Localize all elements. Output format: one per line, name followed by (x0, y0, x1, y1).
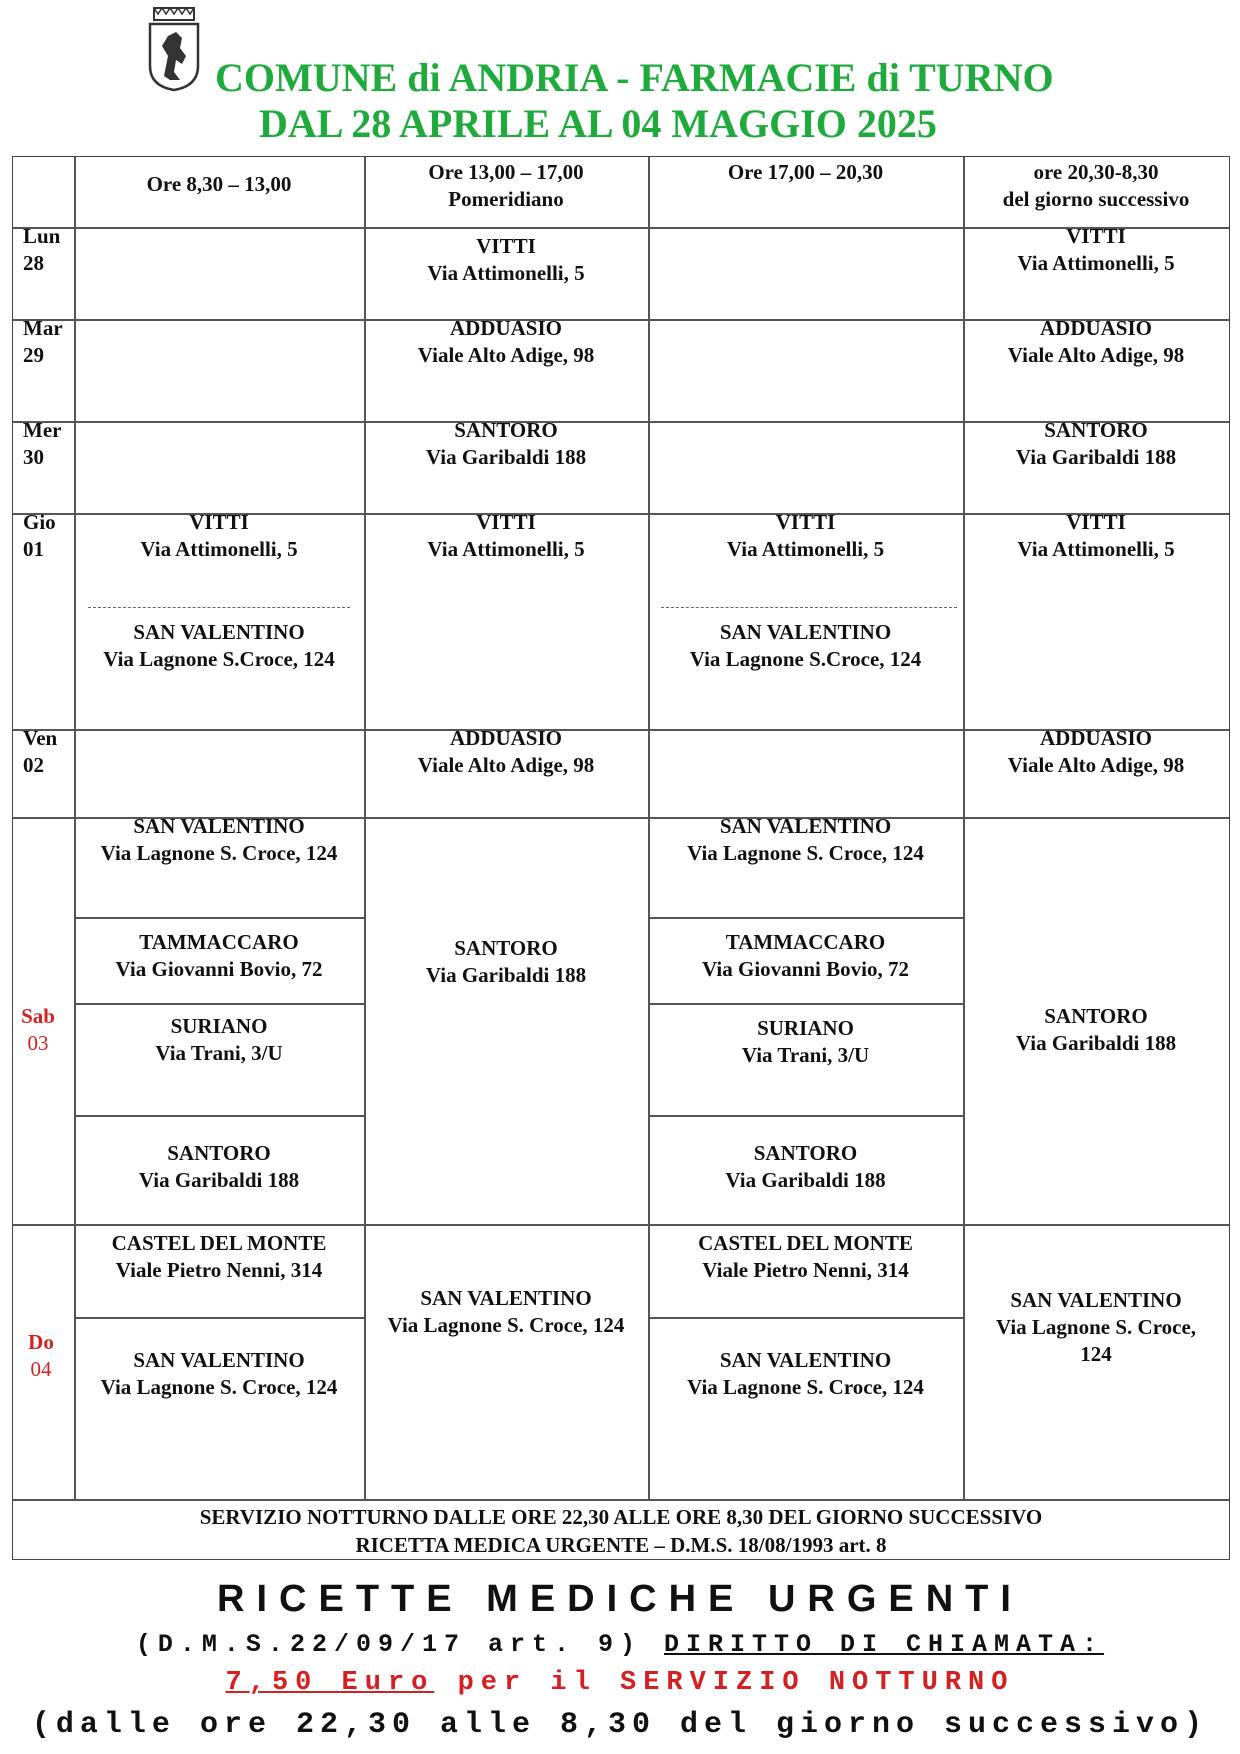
day-name: Sab (21, 1004, 55, 1028)
pharmacy-address: Via Attimonelli, 5 (1017, 251, 1175, 275)
slot-sab-afternoon (364, 935, 648, 989)
column-header-afternoon-label: Pomeridiano (448, 187, 564, 211)
pharmacy-name: ADDUASIO (449, 726, 562, 750)
slot-sab-morning-3 (74, 1013, 364, 1067)
notice-price-value: 7,50 Euro (225, 1668, 435, 1698)
pharmacy-address: Via Attimonelli, 5 (427, 537, 585, 561)
pharmacy-address: Viale Alto Adige, 98 (417, 753, 595, 777)
day-name: Lun (23, 224, 61, 248)
slot-dom-evening-2 (648, 1347, 963, 1401)
slot-sab-morning-1 (74, 813, 364, 867)
slot-lun-night (963, 223, 1229, 277)
column-header-evening-label: Ore 17,00 – 20,30 (727, 160, 884, 184)
notice-hours: (dalle ore 22,30 alle 8,30 del giorno successivo) (31, 1708, 1209, 1742)
pharmacy-address: Viale Alto Adige, 98 (417, 343, 595, 367)
pharmacy-address: Via Lagnone S.Croce, 124 (689, 647, 922, 671)
day-name: Do (28, 1330, 54, 1354)
pharmacy-name: ADDUASIO (1039, 316, 1152, 340)
pharmacy-name: SAN VALENTINO (719, 814, 892, 838)
notice-price (0, 1668, 1240, 1698)
pharmacy-name: VITTI (189, 510, 249, 534)
day-label-lun (23, 223, 60, 277)
day-label-gio (23, 509, 56, 563)
day-number: 02 (23, 753, 44, 777)
pharmacy-address: Viale Pietro Nenni, 314 (702, 1258, 909, 1282)
slot-ven-night (963, 725, 1229, 779)
pharmacy-address: Via Garibaldi 188 (425, 445, 587, 469)
pharmacy-name: SAN VALENTINO (133, 620, 305, 644)
day-name: Gio (23, 510, 56, 534)
pharmacy-address: Via Lagnone S.Croce, 124 (103, 647, 335, 671)
footer-line-2: RICETTA MEDICA URGENTE – D.M.S. 18/08/1993 art. 8 (355, 1533, 887, 1557)
slot-gio-morning (74, 509, 364, 563)
column-header-morning (74, 171, 364, 198)
pharmacy-address: Via Giovanni Bovio, 72 (702, 957, 909, 981)
slot-ven-afternoon (364, 725, 648, 779)
slot-sab-evening-4 (648, 1140, 963, 1194)
pharmacy-name: TAMMACCARO (725, 930, 886, 954)
separator-line (88, 607, 350, 608)
pharmacy-address: Via Trani, 3/U (741, 1043, 870, 1067)
pharmacy-name: SURIANO (170, 1014, 268, 1038)
day-number: 03 (27, 1031, 49, 1055)
slot-sab-night (963, 1003, 1229, 1057)
pharmacy-address: Via Garibaldi 188 (425, 963, 587, 987)
slot-dom-night (963, 1287, 1229, 1368)
pharmacy-name: CASTEL DEL MONTE (111, 1231, 327, 1255)
slot-dom-afternoon (364, 1285, 648, 1339)
column-header-night (963, 159, 1229, 213)
slot-mer-night (963, 417, 1229, 471)
day-label-ven (23, 725, 57, 779)
slot-gio-morning-2 (74, 619, 364, 673)
day-name: Mer (23, 418, 62, 442)
pharmacy-name: SANTORO (454, 418, 558, 442)
slot-dom-morning-2 (74, 1347, 364, 1401)
slot-gio-evening (648, 509, 963, 563)
separator-line (661, 607, 957, 608)
column-header-afternoon-hours: Ore 13,00 – 17,00 (428, 160, 584, 184)
slot-lun-afternoon (364, 233, 648, 287)
slot-mar-night (963, 315, 1229, 369)
pharmacy-name: SANTORO (454, 936, 558, 960)
pharmacy-address: Via Giovanni Bovio, 72 (115, 957, 323, 981)
slot-dom-morning-1 (74, 1230, 364, 1284)
pharmacy-name: CASTEL DEL MONTE (698, 1231, 913, 1255)
pharmacy-address: Via Lagnone S. Croce, 124 (100, 841, 338, 865)
pharmacy-name: ADDUASIO (449, 316, 562, 340)
pharmacy-address: Via Attimonelli, 5 (726, 537, 885, 561)
pharmacy-name: SAN VALENTINO (133, 1348, 305, 1372)
slot-sab-evening-1 (648, 813, 963, 867)
notice-heading: RICETTE MEDICHE URGENTI (217, 1578, 1023, 1620)
schedule-table (12, 156, 1230, 1560)
column-header-morning-label: Ore 8,30 – 13,00 (146, 172, 292, 196)
slot-gio-evening-2 (648, 619, 963, 673)
pharmacy-address: Via Garibaldi 188 (138, 1168, 300, 1192)
city-crest-icon (146, 6, 202, 92)
day-label-dom (13, 1329, 69, 1383)
pharmacy-name: SANTORO (1044, 1004, 1148, 1028)
column-header-night-hours: ore 20,30-8,30 (1033, 160, 1159, 184)
pharmacy-name: TAMMACCARO (139, 930, 299, 954)
pharmacy-name: SAN VALENTINO (133, 814, 305, 838)
pharmacy-name: SANTORO (167, 1141, 271, 1165)
slot-mer-afternoon (364, 417, 648, 471)
pharmacy-name: SAN VALENTINO (420, 1286, 592, 1310)
day-number: 28 (23, 251, 44, 275)
pharmacy-name: VITTI (476, 510, 536, 534)
page-title (215, 55, 1115, 147)
pharmacy-name: VITTI (476, 234, 536, 258)
pharmacy-address: Via Lagnone S. Croce, (995, 1315, 1197, 1339)
pharmacy-name: VITTI (775, 510, 836, 534)
pharmacy-address: Viale Alto Adige, 98 (1007, 343, 1185, 367)
pharmacy-address: Via Attimonelli, 5 (140, 537, 298, 561)
pharmacy-address-number: 124 (1080, 1342, 1112, 1366)
day-number: 04 (30, 1357, 52, 1381)
day-name: Ven (23, 726, 58, 750)
column-header-night-label: del giorno successivo (1002, 187, 1190, 211)
slot-sab-evening-3 (648, 1015, 963, 1069)
pharmacy-name: VITTI (1066, 224, 1126, 248)
pharmacy-address: Via Trani, 3/U (155, 1041, 283, 1065)
footer-line-1: SERVIZIO NOTTURNO DALLE ORE 22,30 ALLE ORE 8,30 DEL GIORNO SUCCESSIVO (199, 1505, 1043, 1529)
day-number: 01 (23, 537, 44, 561)
notice-reference (0, 1630, 1240, 1659)
slot-sab-evening-2 (648, 929, 963, 983)
pharmacy-name: SURIANO (757, 1016, 854, 1040)
slot-gio-night (963, 509, 1229, 563)
day-label-sab (13, 1003, 63, 1057)
title-line-2: DAL 28 APRILE AL 04 MAGGIO 2025 (259, 101, 937, 146)
pharmacy-address: Via Garibaldi 188 (725, 1168, 886, 1192)
day-number: 30 (23, 445, 44, 469)
column-header-afternoon (364, 159, 648, 213)
pharmacy-address: Via Lagnone S. Croce, 124 (687, 1375, 924, 1399)
day-label-mer (23, 417, 61, 471)
title-line-1: COMUNE di ANDRIA - FARMACIE di TURNO (215, 55, 1054, 100)
slot-mar-afternoon (364, 315, 648, 369)
pharmacy-address: Via Lagnone S. Croce, 124 (100, 1375, 338, 1399)
pharmacy-address: Viale Pietro Nenni, 314 (115, 1258, 323, 1282)
pharmacy-address: Via Garibaldi 188 (1015, 445, 1177, 469)
day-number: 29 (23, 343, 44, 367)
pharmacy-name: VITTI (1066, 510, 1126, 534)
pharmacy-name: SANTORO (1044, 418, 1148, 442)
pharmacy-address: Via Lagnone S. Croce, 124 (687, 841, 924, 865)
day-name: Mar (23, 316, 63, 340)
pharmacy-name: SANTORO (753, 1141, 858, 1165)
day-label-mar (23, 315, 63, 369)
notice-ref: (D.M.S.22/09/17 art. 9) (135, 1630, 642, 1659)
pharmacy-address: Via Garibaldi 188 (1015, 1031, 1177, 1055)
pharmacy-address: Via Attimonelli, 5 (427, 261, 585, 285)
pharmacy-name: SAN VALENTINO (1010, 1288, 1182, 1312)
slot-sab-morning-2 (74, 929, 364, 983)
column-header-evening (648, 159, 963, 186)
pharmacy-name: SAN VALENTINO (719, 1348, 892, 1372)
pharmacy-name: SAN VALENTINO (719, 620, 892, 644)
notice-service: per il SERVIZIO NOTTURNO (434, 1668, 1015, 1698)
slot-sab-morning-4 (74, 1140, 364, 1194)
slot-gio-afternoon (364, 509, 648, 563)
pharmacy-address: Via Attimonelli, 5 (1017, 537, 1175, 561)
table-footer (13, 1503, 1229, 1559)
pharmacy-address: Via Lagnone S. Croce, 124 (387, 1313, 625, 1337)
pharmacy-address: Viale Alto Adige, 98 (1007, 753, 1185, 777)
slot-dom-evening-1 (648, 1230, 963, 1284)
pharmacy-name: ADDUASIO (1039, 726, 1152, 750)
notice-call-right: DIRITTO DI CHIAMATA: (664, 1630, 1105, 1659)
